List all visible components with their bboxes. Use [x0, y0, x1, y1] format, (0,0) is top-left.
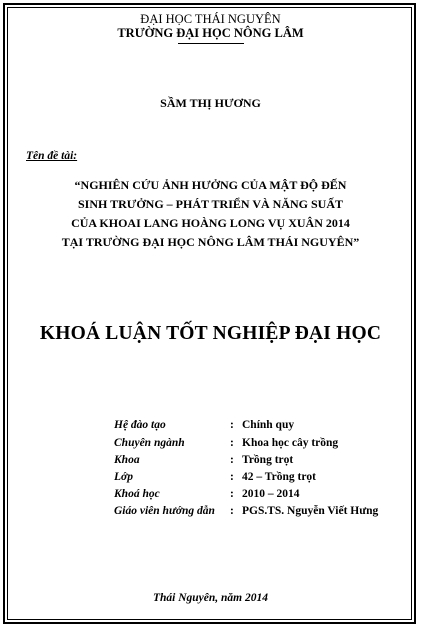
school-name: TRƯỜNG ĐẠI HỌC NÔNG LÂM — [117, 26, 304, 40]
thesis-title-line: CỦA KHOAI LANG HOÀNG LONG VỤ XUÂN 2014 — [71, 216, 350, 230]
info-colon: : — [230, 505, 234, 517]
info-colon: : — [230, 419, 234, 431]
info-value: Chính quy — [242, 419, 295, 431]
info-row-supervisor — [0, 503, 421, 519]
info-label: Lớp — [114, 471, 133, 483]
info-value: 2010 – 2014 — [242, 488, 300, 500]
info-value: PGS.TS. Nguyễn Viết Hưng — [242, 505, 379, 517]
info-label: Chuyên ngành — [114, 437, 185, 449]
info-colon: : — [230, 437, 234, 449]
info-label: Hệ đào tạo — [114, 419, 166, 431]
thesis-title-line: TẠI TRƯỜNG ĐẠI HỌC NÔNG LÂM THÁI NGUYÊN” — [61, 235, 360, 249]
school-underline — [178, 43, 244, 44]
place-date: Thái Nguyên, năm 2014 — [152, 592, 268, 604]
author-name: SẦM THỊ HƯƠNG — [160, 96, 261, 110]
info-row-class — [0, 469, 421, 485]
info-colon: : — [230, 488, 234, 500]
info-value: 42 – Trồng trọt — [242, 471, 316, 483]
info-label: Khoá học — [114, 488, 160, 500]
info-value: Trồng trọt — [242, 454, 294, 466]
info-colon: : — [230, 471, 234, 483]
thesis-title-line: “NGHIÊN CỨU ẢNH HƯỞNG CỦA MẬT ĐỘ ĐẾN — [74, 178, 347, 192]
thesis-type-heading: KHOÁ LUẬN TỐT NGHIỆP ĐẠI HỌC — [39, 323, 382, 344]
info-row-course — [0, 486, 421, 502]
info-row-faculty — [0, 452, 421, 468]
info-row-training-system — [0, 417, 421, 433]
info-label: Khoa — [114, 454, 140, 466]
university-name: ĐẠI HỌC THÁI NGUYÊN — [140, 12, 281, 26]
info-value: Khoa học cây trồng — [242, 437, 339, 449]
topic-label: Tên đề tài: — [26, 150, 78, 162]
info-row-major — [0, 435, 421, 451]
thesis-title-line: SINH TRƯỞNG – PHÁT TRIỂN VÀ NĂNG SUẤT — [77, 197, 344, 211]
info-label: Giáo viên hướng dẫn — [114, 505, 215, 517]
info-colon: : — [230, 454, 234, 466]
